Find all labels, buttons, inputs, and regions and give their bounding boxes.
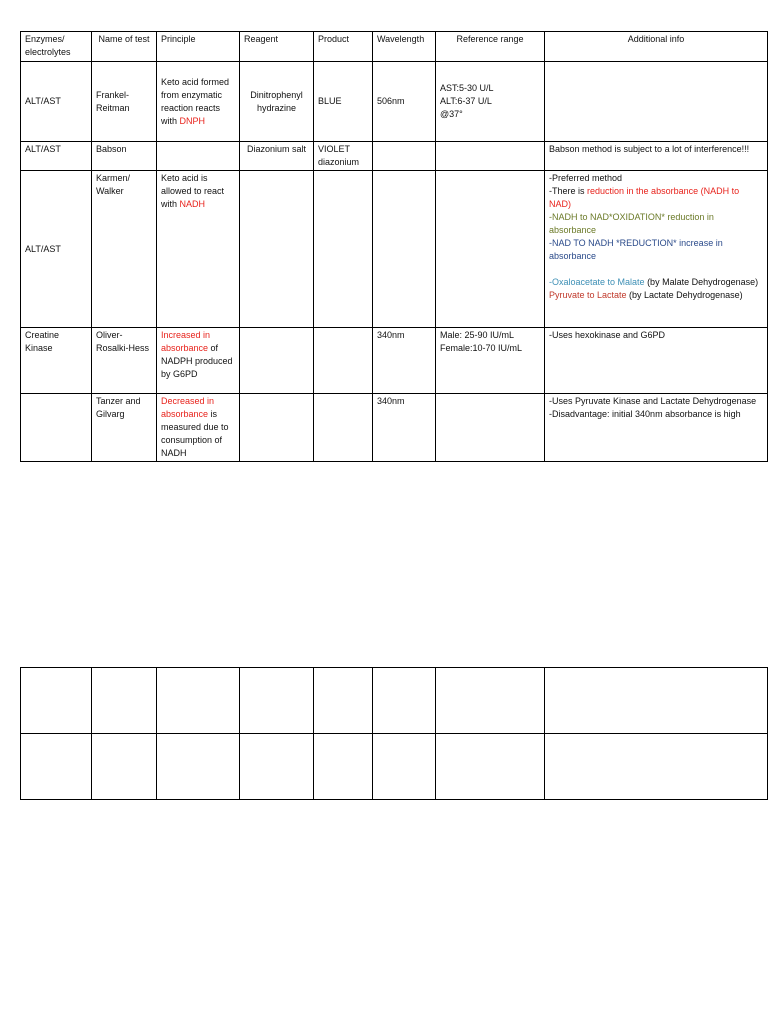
principle-cell bbox=[157, 142, 240, 171]
principle-cell bbox=[157, 62, 240, 142]
info-text: (by Malate Dehydrogenase) bbox=[644, 277, 759, 287]
info-line: -Disadvantage: initial 340nm absorbance is high bbox=[549, 409, 741, 419]
header-cell: Reference range bbox=[436, 32, 545, 62]
empty-cell bbox=[314, 734, 373, 800]
empty-cell bbox=[240, 668, 314, 734]
empty-cell bbox=[157, 668, 240, 734]
wavelength-cell: 340nm bbox=[373, 328, 436, 394]
wavelength-cell bbox=[373, 171, 436, 328]
empty-cell bbox=[545, 734, 768, 800]
additional-info-cell bbox=[545, 394, 768, 462]
reagent-cell bbox=[240, 328, 314, 394]
enzyme-cell bbox=[21, 394, 92, 462]
additional-info-cell bbox=[545, 62, 768, 142]
principle-cell bbox=[157, 394, 240, 462]
principle-cell bbox=[157, 171, 240, 328]
header-cell: Reagent bbox=[240, 32, 314, 62]
additional-info-cell: Babson method is subject to a lot of interference!!! bbox=[545, 142, 768, 171]
info-line: -Uses Pyruvate Kinase and Lactate Dehydrogenase bbox=[549, 396, 757, 406]
principle-text: is measured due to consumption of NADH bbox=[161, 409, 229, 458]
test-name-cell: Tanzer and Gilvarg bbox=[92, 394, 157, 462]
product-cell: VIOLET diazonium bbox=[314, 142, 373, 171]
principle-highlight: Increased in absorbance bbox=[161, 330, 211, 353]
empty-cell bbox=[545, 668, 768, 734]
info-highlight: Pyruvate to Lactate bbox=[549, 290, 627, 300]
principle-text: of NADPH produced by G6PD bbox=[161, 343, 233, 379]
test-name-cell: Karmen/ Walker bbox=[92, 171, 157, 328]
info-spacer bbox=[549, 263, 763, 276]
principle-cell bbox=[157, 328, 240, 394]
header-cell: Wavelength bbox=[373, 32, 436, 62]
principle-highlight: NADH bbox=[179, 199, 206, 209]
header-cell: Enzymes/ electrolytes bbox=[21, 32, 92, 62]
empty-cell bbox=[21, 668, 92, 734]
empty-cell bbox=[373, 668, 436, 734]
info-line: -NADH to NAD*OXIDATION* reduction in absorbance bbox=[549, 212, 714, 235]
reagent-cell: Dinitrophenyl hydrazine bbox=[240, 62, 314, 142]
header-cell: Principle bbox=[157, 32, 240, 62]
info-line: -NAD TO NADH *REDUCTION* increase in absorbance bbox=[549, 238, 723, 261]
info-text: -There is bbox=[549, 186, 588, 196]
info-highlight: -Oxaloacetate to Malate bbox=[549, 277, 645, 287]
header-cell: Name of test bbox=[92, 32, 157, 62]
principle-highlight: DNPH bbox=[179, 115, 206, 126]
table-row bbox=[21, 62, 768, 142]
header-cell: Product bbox=[314, 32, 373, 62]
reference-line: AST:5-30 U/L bbox=[440, 83, 494, 93]
reference-range-cell bbox=[436, 328, 545, 394]
enzyme-cell: Creatine Kinase bbox=[21, 328, 92, 394]
enzyme-cell: ALT/AST bbox=[21, 62, 92, 142]
info-line bbox=[549, 289, 763, 302]
reference-range-cell bbox=[436, 171, 545, 328]
table-row bbox=[21, 142, 768, 171]
table-row bbox=[21, 171, 768, 328]
test-name-cell: Frankel-Reitman bbox=[92, 62, 157, 142]
header-row bbox=[21, 32, 768, 62]
enzyme-cell: ALT/AST bbox=[21, 171, 92, 328]
product-cell bbox=[314, 171, 373, 328]
empty-cell bbox=[314, 668, 373, 734]
principle-text: Keto acid formed from enzymatic reaction reacts with bbox=[161, 76, 230, 126]
additional-info-cell bbox=[545, 171, 768, 328]
reagent-cell: Diazonium salt bbox=[240, 142, 314, 171]
info-highlight: reduction in the absorbance (NADH to NAD) bbox=[549, 186, 740, 209]
product-cell: BLUE bbox=[314, 62, 373, 142]
info-line bbox=[549, 185, 763, 211]
enzyme-tests-table bbox=[20, 31, 768, 462]
reference-range-cell bbox=[436, 62, 545, 142]
empty-cell bbox=[92, 734, 157, 800]
reference-line: Male: 25-90 IU/mL bbox=[440, 330, 515, 340]
reference-range-cell bbox=[436, 142, 545, 171]
wavelength-cell: 506nm bbox=[373, 62, 436, 142]
empty-table bbox=[20, 667, 768, 800]
test-name-cell: Oliver-Rosalki-Hess bbox=[92, 328, 157, 394]
empty-cell bbox=[373, 734, 436, 800]
additional-info-cell: -Uses hexokinase and G6PD bbox=[545, 328, 768, 394]
info-text: (by Lactate Dehydrogenase) bbox=[626, 290, 743, 300]
reagent-cell bbox=[240, 171, 314, 328]
product-cell bbox=[314, 328, 373, 394]
empty-row bbox=[21, 734, 768, 800]
wavelength-cell bbox=[373, 142, 436, 171]
reference-line: @37° bbox=[440, 109, 463, 119]
wavelength-cell: 340nm bbox=[373, 394, 436, 462]
table-row bbox=[21, 394, 768, 462]
empty-cell bbox=[21, 734, 92, 800]
empty-cell bbox=[92, 668, 157, 734]
reference-line: Female:10-70 IU/mL bbox=[440, 343, 523, 353]
header-cell: Additional info bbox=[545, 32, 768, 62]
empty-row bbox=[21, 668, 768, 734]
reagent-cell bbox=[240, 394, 314, 462]
info-line: -Preferred method bbox=[549, 173, 623, 183]
enzyme-cell: ALT/AST bbox=[21, 142, 92, 171]
test-name-cell: Babson bbox=[92, 142, 157, 171]
product-cell bbox=[314, 394, 373, 462]
info-line bbox=[549, 276, 763, 289]
principle-highlight: Decreased in absorbance bbox=[161, 396, 215, 419]
reference-range-cell bbox=[436, 394, 545, 462]
empty-cell bbox=[157, 734, 240, 800]
table-row bbox=[21, 328, 768, 394]
empty-cell bbox=[436, 668, 545, 734]
principle-text: Keto acid is allowed to react with bbox=[161, 173, 225, 209]
empty-cell bbox=[240, 734, 314, 800]
reference-line: ALT:6-37 U/L bbox=[440, 96, 492, 106]
empty-cell bbox=[436, 734, 545, 800]
